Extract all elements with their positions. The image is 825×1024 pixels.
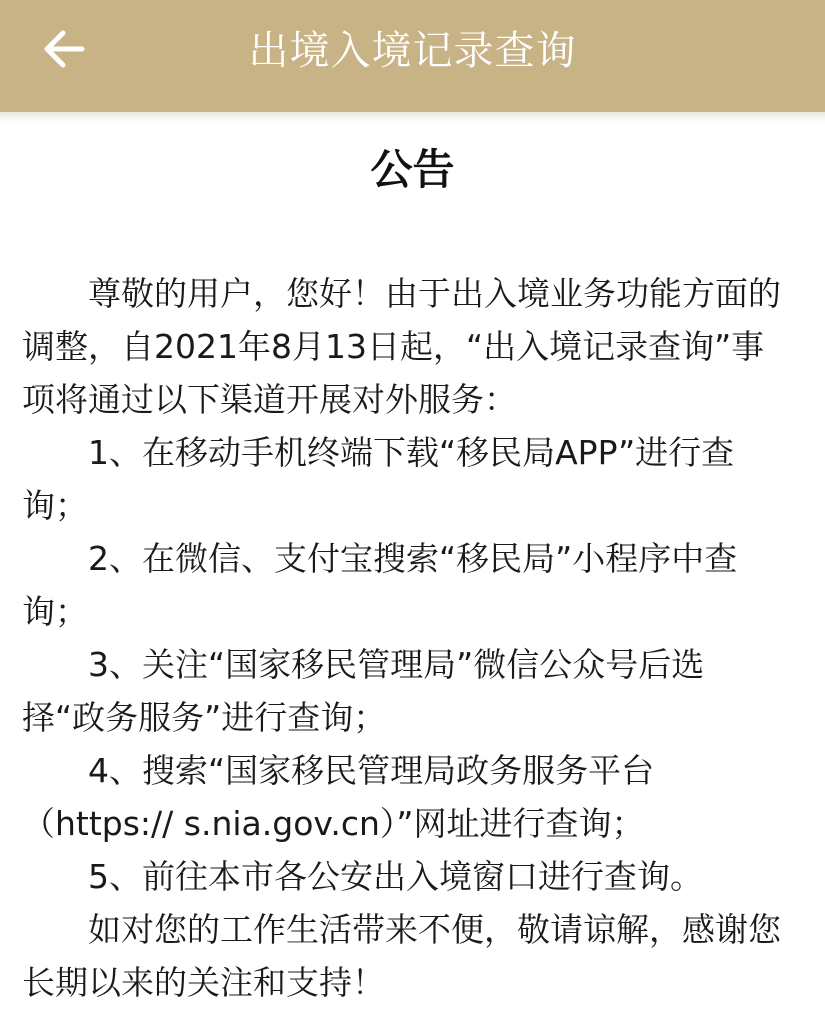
notice-item-4: 4、搜索“国家移民管理局政务服务平台（https:// s.nia.gov.cn）”网址进行查询； — [22, 751, 655, 843]
notice-item-1: 1、在移动手机终端下载“移民局APP”进行查询； — [22, 433, 735, 525]
notice-body — [22, 267, 782, 1009]
notice-item-2: 2、在微信、支付宝搜索“移民局”小程序中查询； — [22, 539, 738, 631]
notice-item-5: 5、前往本市各公安出入境窗口进行查询。 — [88, 857, 703, 896]
notice-title: 公告 — [370, 145, 455, 194]
notice-closing-paragraph: 如对您的工作生活带来不便，敬请谅解，感谢您长期以来的关注和支持！ — [22, 910, 781, 1002]
notice-item-3: 3、关注“国家移民管理局”微信公众号后选择“政务服务”进行查询； — [22, 645, 705, 737]
page-title: 出境入境记录查询 — [248, 28, 577, 74]
header-divider — [0, 112, 825, 122]
top-app-bar — [0, 0, 825, 112]
notice-intro-paragraph: 尊敬的用户，您好！由于出入境业务功能方面的调整，自2021年8月13日起，“出入境记录查询”事项将通过以下渠道开展对外服务： — [22, 274, 781, 419]
